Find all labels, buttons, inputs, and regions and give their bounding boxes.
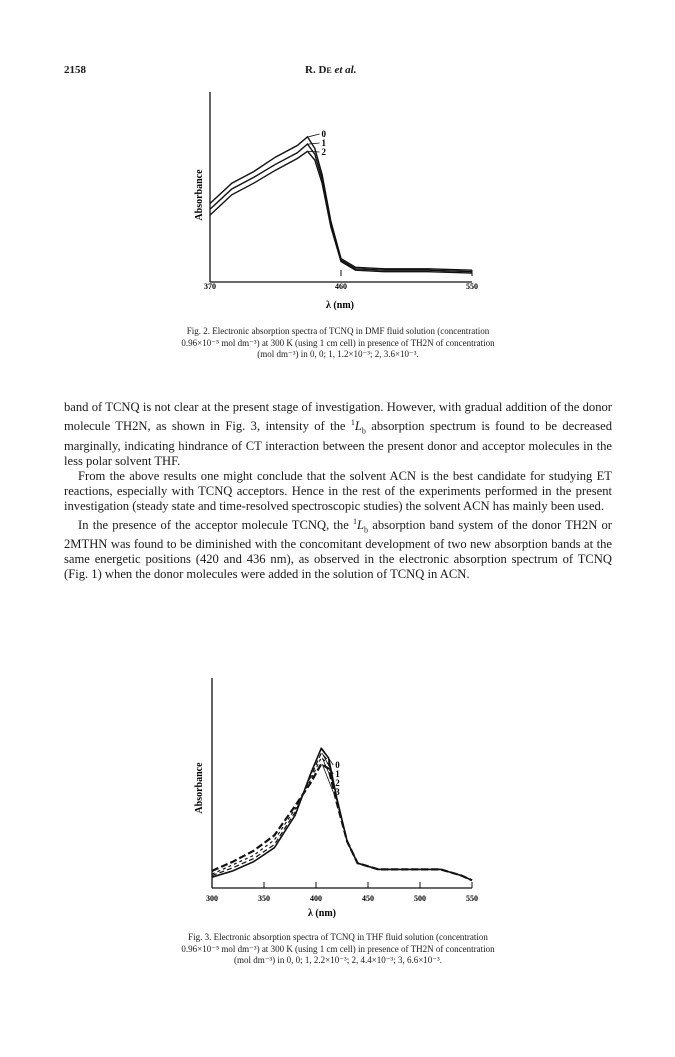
running-title xyxy=(305,64,356,76)
body-text xyxy=(64,400,612,582)
x-tick-label: 550 xyxy=(466,282,478,291)
x-tick-label: 300 xyxy=(206,894,218,903)
running-title-author: De xyxy=(318,64,332,76)
x-tick-label: 450 xyxy=(362,894,374,903)
series-label-1: 1 xyxy=(335,769,340,779)
figure-3-caption xyxy=(112,932,564,967)
x-tick-label: 500 xyxy=(414,894,426,903)
series-label-0: 0 xyxy=(321,129,327,139)
fig2-caption-line-3: (mol dm⁻³) in 0, 0; 1, 1.2×10⁻³; 2, 3.6×10⁻³. xyxy=(257,349,419,359)
series-line-1 xyxy=(210,144,472,272)
fig3-x-axis-label: λ (nm) xyxy=(308,908,336,919)
figure-3-chart xyxy=(180,668,500,920)
series-label-2: 2 xyxy=(321,147,327,157)
x-tick-label: 350 xyxy=(258,894,270,903)
x-tick-label: 460 xyxy=(335,282,347,291)
fig2-caption-line-2: 0.96×10⁻⁵ mol dm⁻³) at 300 K (using 1 cm cell) in presence of TH2N of concentration xyxy=(181,337,495,348)
series-label-0: 0 xyxy=(335,760,340,770)
paragraph-1: band of TCNQ is not clear at the present stage of investigation. However, with gradual addition of the donor molecule TH2N, as shown in Fig. 3, intensity of the $^1L_b$ absorption spectrum is found to be decreased marginally, indicating hindrance of CT interaction between the present donor and acceptor molecules in the less polar solvent THF. xyxy=(64,400,612,468)
series-label-2: 2 xyxy=(335,778,340,788)
paragraph-3: In the presence of the acceptor molecule TCNQ, the $^1L_b$ absorption band system of the donor TH2N or 2MTHN was found to be diminished with the concomitant development of two new absorption bands at the same energetic positions (420 and 436 nm), as observed in the electronic absorption spectrum of TCNQ (Fig. 1) when the donor molecules were added in the solution of TCNQ in ACN. xyxy=(64,516,612,582)
series-leader-1 xyxy=(309,143,320,144)
fig3-y-axis-label: Absorbance xyxy=(194,762,205,814)
fig3-caption-line-1: Fig. 3. Electronic absorption spectra of TCNQ in THF fluid solution (concentration xyxy=(188,932,488,942)
running-title-post: et al. xyxy=(331,64,357,76)
page-number: 2158 xyxy=(64,64,86,76)
x-tick-label: 550 xyxy=(466,894,478,903)
series-label-1: 1 xyxy=(321,138,327,148)
x-tick-label: 400 xyxy=(310,894,322,903)
running-title-pre: R. xyxy=(305,64,319,76)
series-leader-0 xyxy=(309,134,320,137)
series-line-0 xyxy=(210,137,472,270)
series-line-0 xyxy=(212,749,472,881)
fig3-caption-line-2: 0.96×10⁻⁵ mol dm⁻³) at 300 K (using 1 cm cell) in presence of TH2N of concentration xyxy=(181,943,495,954)
fig2-y-axis-label: Absorbance xyxy=(194,169,205,221)
figure-2-chart xyxy=(180,80,500,312)
x-tick-label: 370 xyxy=(204,282,216,291)
series-label-3: 3 xyxy=(335,787,340,797)
fig2-x-axis-label: λ (nm) xyxy=(326,300,354,311)
paragraph-2: From the above results one might conclude that the solvent ACN is the best candidate for studying ET reactions, especially with TCNQ acceptors. Hence in the rest of the experiments performed in the present investigation (steady state and time-resolved spectroscopic studies) the solvent ACN has mainly been used. xyxy=(64,468,612,513)
fig3-caption-line-3: (mol dm⁻³) in 0, 0; 1, 2.2×10⁻³; 2, 4.4×10⁻³; 3, 6.6×10⁻³. xyxy=(233,955,443,965)
fig2-caption-line-1: Fig. 2. Electronic absorption spectra of TCNQ in DMF fluid solution (concentration xyxy=(186,326,490,336)
series-leader-2 xyxy=(309,151,320,152)
figure-2-caption xyxy=(112,326,564,361)
series-line-2 xyxy=(210,151,472,273)
